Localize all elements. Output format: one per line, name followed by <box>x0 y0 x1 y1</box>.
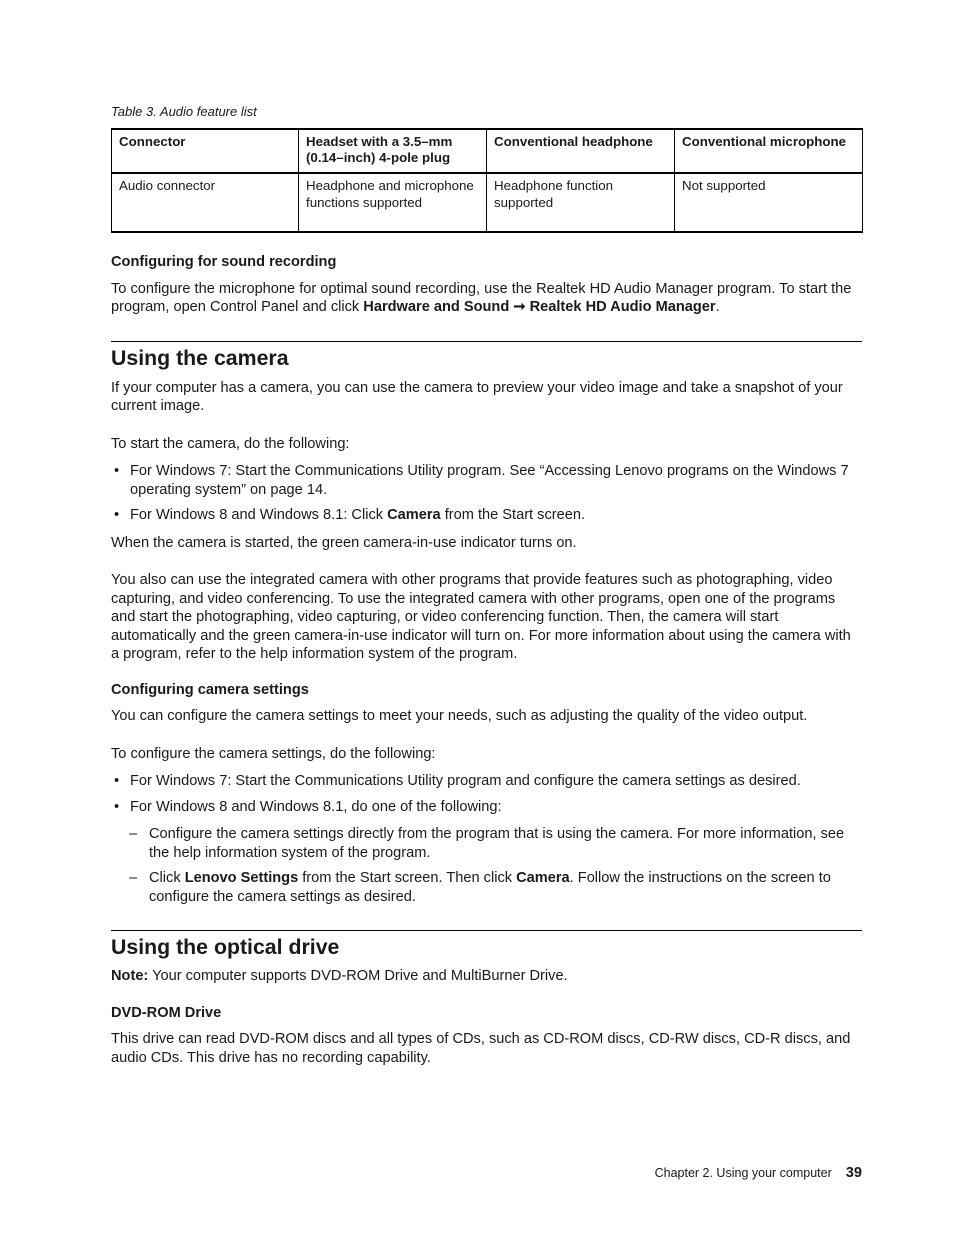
arrow-icon: ➞ <box>509 299 530 316</box>
section-divider <box>111 930 862 931</box>
camera-settings-sublist <box>111 825 862 906</box>
realtek-manager-label: Realtek HD Audio Manager <box>529 299 716 316</box>
page-number: 39 <box>845 1165 862 1181</box>
footer-chapter: Chapter 2. Using your computer <box>654 1166 832 1180</box>
table-cell: Headphone and microphone functions supported <box>299 173 487 232</box>
camera-indicator-text: When the camera is started, the green camera-in-use indicator turns on. <box>111 534 577 551</box>
sound-recording-text: To configure the microphone for optimal sound recording, use the Realtek HD Audio Manager program. To start the program, open Control Panel and click <box>111 280 852 316</box>
hardware-sound-label: Hardware and Sound <box>363 299 510 316</box>
table-caption: Table 3. Audio feature list <box>111 104 257 119</box>
list-item-text: Click <box>149 870 185 887</box>
lenovo-settings-label: Lenovo Settings <box>184 870 299 887</box>
list-item-text: from the Start screen. Then click <box>298 870 517 887</box>
camera-label: Camera <box>387 507 441 524</box>
list-item: – Configure the camera settings directly from the program that is using the camera. For more information, see the help information system of the program. <box>111 825 862 862</box>
list-item-text: . Follow the instructions on the screen to configure the camera settings as desired. <box>149 870 831 905</box>
list-item <box>111 798 862 907</box>
note-label: Note: <box>111 968 149 985</box>
page-footer <box>111 1164 862 1182</box>
table-cell: Audio connector <box>112 173 299 232</box>
camera-settings-intro: You can configure the camera settings to meet your needs, such as adjusting the quality of the video output. <box>111 708 808 725</box>
camera-settings-lead: To configure the camera settings, do the following: <box>111 745 436 762</box>
table-cell: Not supported <box>675 173 863 232</box>
sound-recording-paragraph <box>111 280 862 317</box>
list-item <box>111 869 862 906</box>
section-divider <box>111 341 862 342</box>
list-item-text: For Windows 8 and Windows 8.1: Click <box>130 507 388 524</box>
dvd-rom-text: This drive can read DVD-ROM discs and all types of CDs, such as CD-ROM discs, CD-RW discs, CD-R discs, and audio CDs. This drive has no recording capability. <box>111 1031 851 1066</box>
table-cell: Headphone function supported <box>487 173 675 232</box>
camera-settings-list <box>111 772 862 906</box>
page-content <box>111 103 862 1067</box>
audio-feature-table <box>111 128 863 234</box>
list-item: • For Windows 7: Start the Communications Utility program and configure the camera settings as desired. <box>111 772 862 791</box>
camera-start-lead: To start the camera, do the following: <box>111 435 350 452</box>
camera-heading: Using the camera <box>111 345 289 370</box>
table-header-row <box>112 129 863 174</box>
table-header-cell: Connector <box>112 129 299 174</box>
list-item <box>111 506 862 525</box>
dvd-rom-heading: DVD-ROM Drive <box>111 1004 222 1021</box>
table-header-cell: Headset with a 3.5–mm (0.14–inch) 4-pole plug <box>299 129 487 174</box>
camera-label: Camera <box>516 870 570 887</box>
table-header-cell: Conventional microphone <box>675 129 863 174</box>
note-text: Your computer supports DVD-ROM Drive and MultiBurner Drive. <box>148 968 568 985</box>
camera-intro: If your computer has a camera, you can use the camera to preview your video image and take a snapshot of your current image. <box>111 379 843 415</box>
table-row <box>112 173 863 232</box>
camera-settings-heading: Configuring camera settings <box>111 681 309 698</box>
list-item: • For Windows 7: Start the Communications Utility program. See “Accessing Lenovo programs on the Windows 7 operating system” on page 14. <box>111 462 862 499</box>
optical-drive-heading: Using the optical drive <box>111 935 340 960</box>
list-item-text: For Windows 8 and Windows 8.1, do one of the following: <box>130 798 502 815</box>
camera-integrated-text: You also can use the integrated camera with other programs that provide features such as photographing, video capturing, and video conferencing. To use the integrated camera with other programs, open one of the programs and start the photographing, video capturing, or video conferencing function. Then, the camera will start automatically and the green camera-in-use indicator will turn on. For more information about using the camera with a program, refer to the help information system of the program. <box>111 572 851 663</box>
camera-start-list <box>111 462 862 525</box>
optical-note <box>111 967 862 986</box>
table-header-cell: Conventional headphone <box>487 129 675 174</box>
sound-recording-heading: Configuring for sound recording <box>111 254 337 271</box>
sentence-end: . <box>715 299 720 316</box>
list-item-text: from the Start screen. <box>440 507 586 524</box>
